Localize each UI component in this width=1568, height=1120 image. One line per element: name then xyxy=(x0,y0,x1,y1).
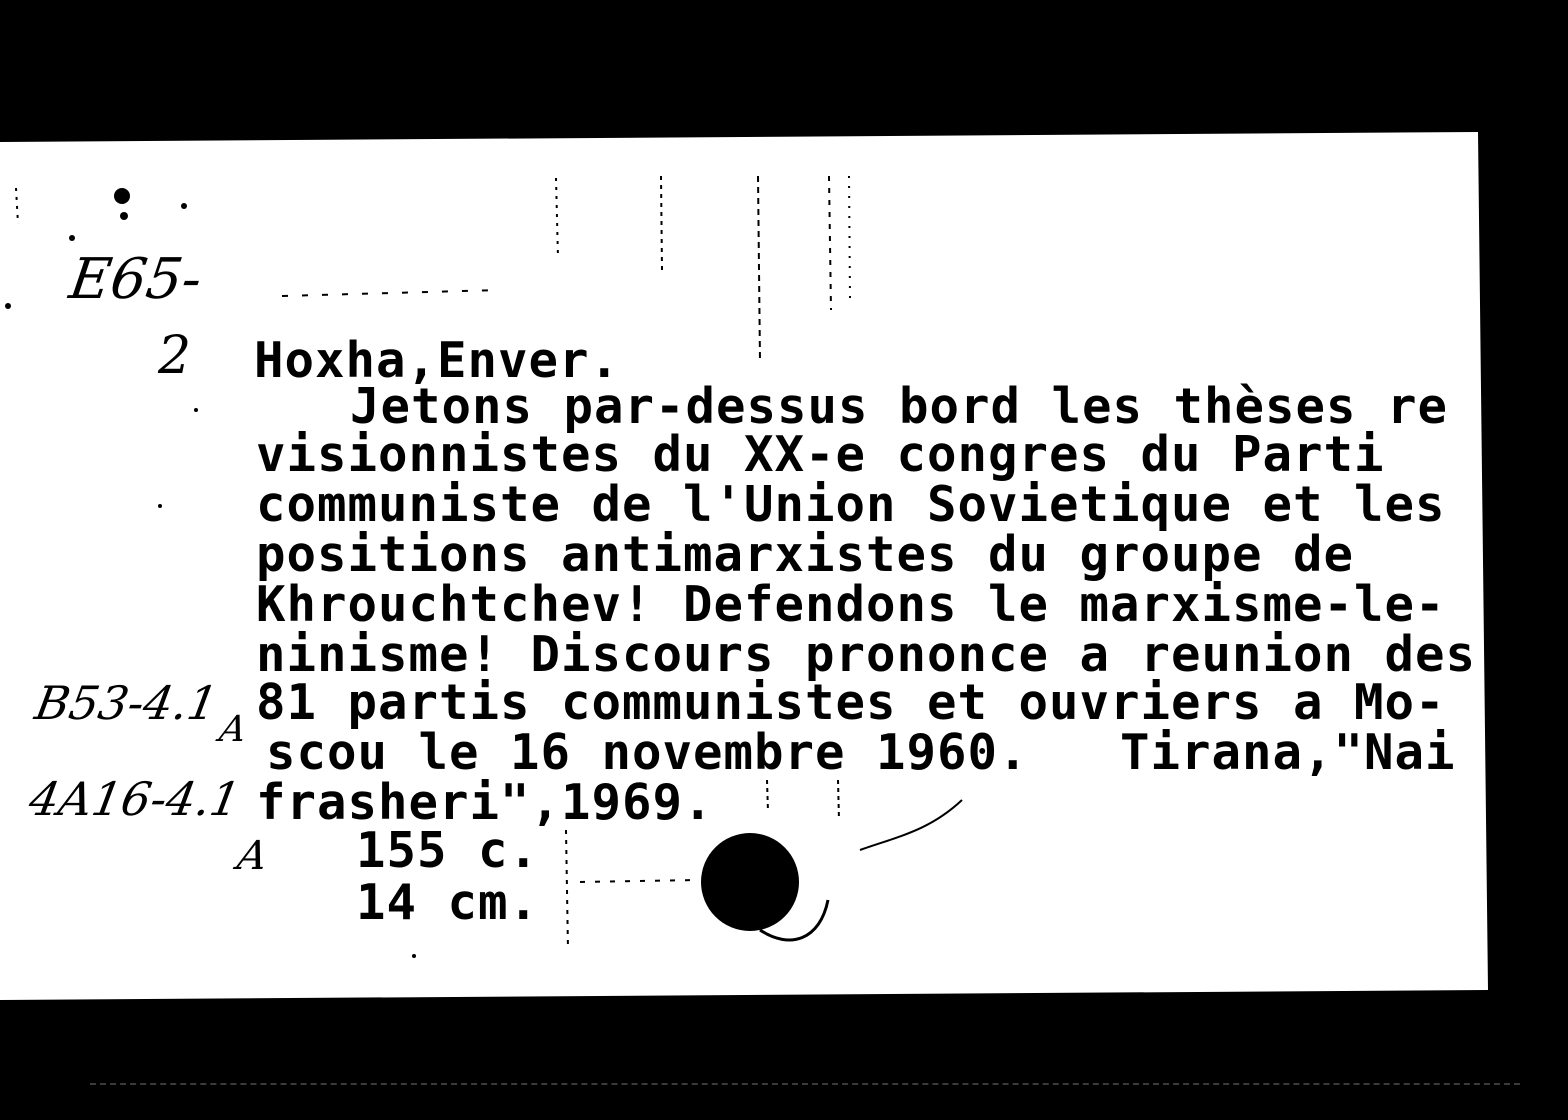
author-heading: Hoxha,Enver. xyxy=(254,332,621,389)
shelf-mark-code: 4A16-4.1 xyxy=(25,772,245,826)
body-line: scou le 16 novembre 1960. Tirana,"Nai xyxy=(266,724,1456,781)
body-line: 81 partis communistes et ouvriers a Mo- xyxy=(256,674,1446,731)
physical-size: 14 cm. xyxy=(356,874,540,931)
body-line: positions antimarxistes du groupe de xyxy=(256,526,1355,583)
body-line: visionnistes du XX-e congres du Parti xyxy=(256,426,1385,483)
bottom-edge-rule xyxy=(90,1083,1520,1085)
shelf-mark-code: B53-4.1 xyxy=(31,676,222,730)
body-line: ninisme! Discours prononce a reunion des xyxy=(256,626,1477,683)
shelf-mark-suffix: A xyxy=(216,709,250,750)
call-number: E65- xyxy=(65,247,206,312)
entry-number: 2 xyxy=(158,326,192,386)
body-line: Khrouchtchev! Defendons le marxisme-le- xyxy=(256,576,1446,633)
pagination: 155 c. xyxy=(356,822,540,879)
body-line: Jetons par-dessus bord les thèses re xyxy=(350,378,1449,435)
body-line: communiste de l'Union Sovietique et les xyxy=(256,476,1446,533)
body-line: frasheri",1969. xyxy=(256,774,714,831)
shelf-mark-suffix: A xyxy=(233,833,271,879)
